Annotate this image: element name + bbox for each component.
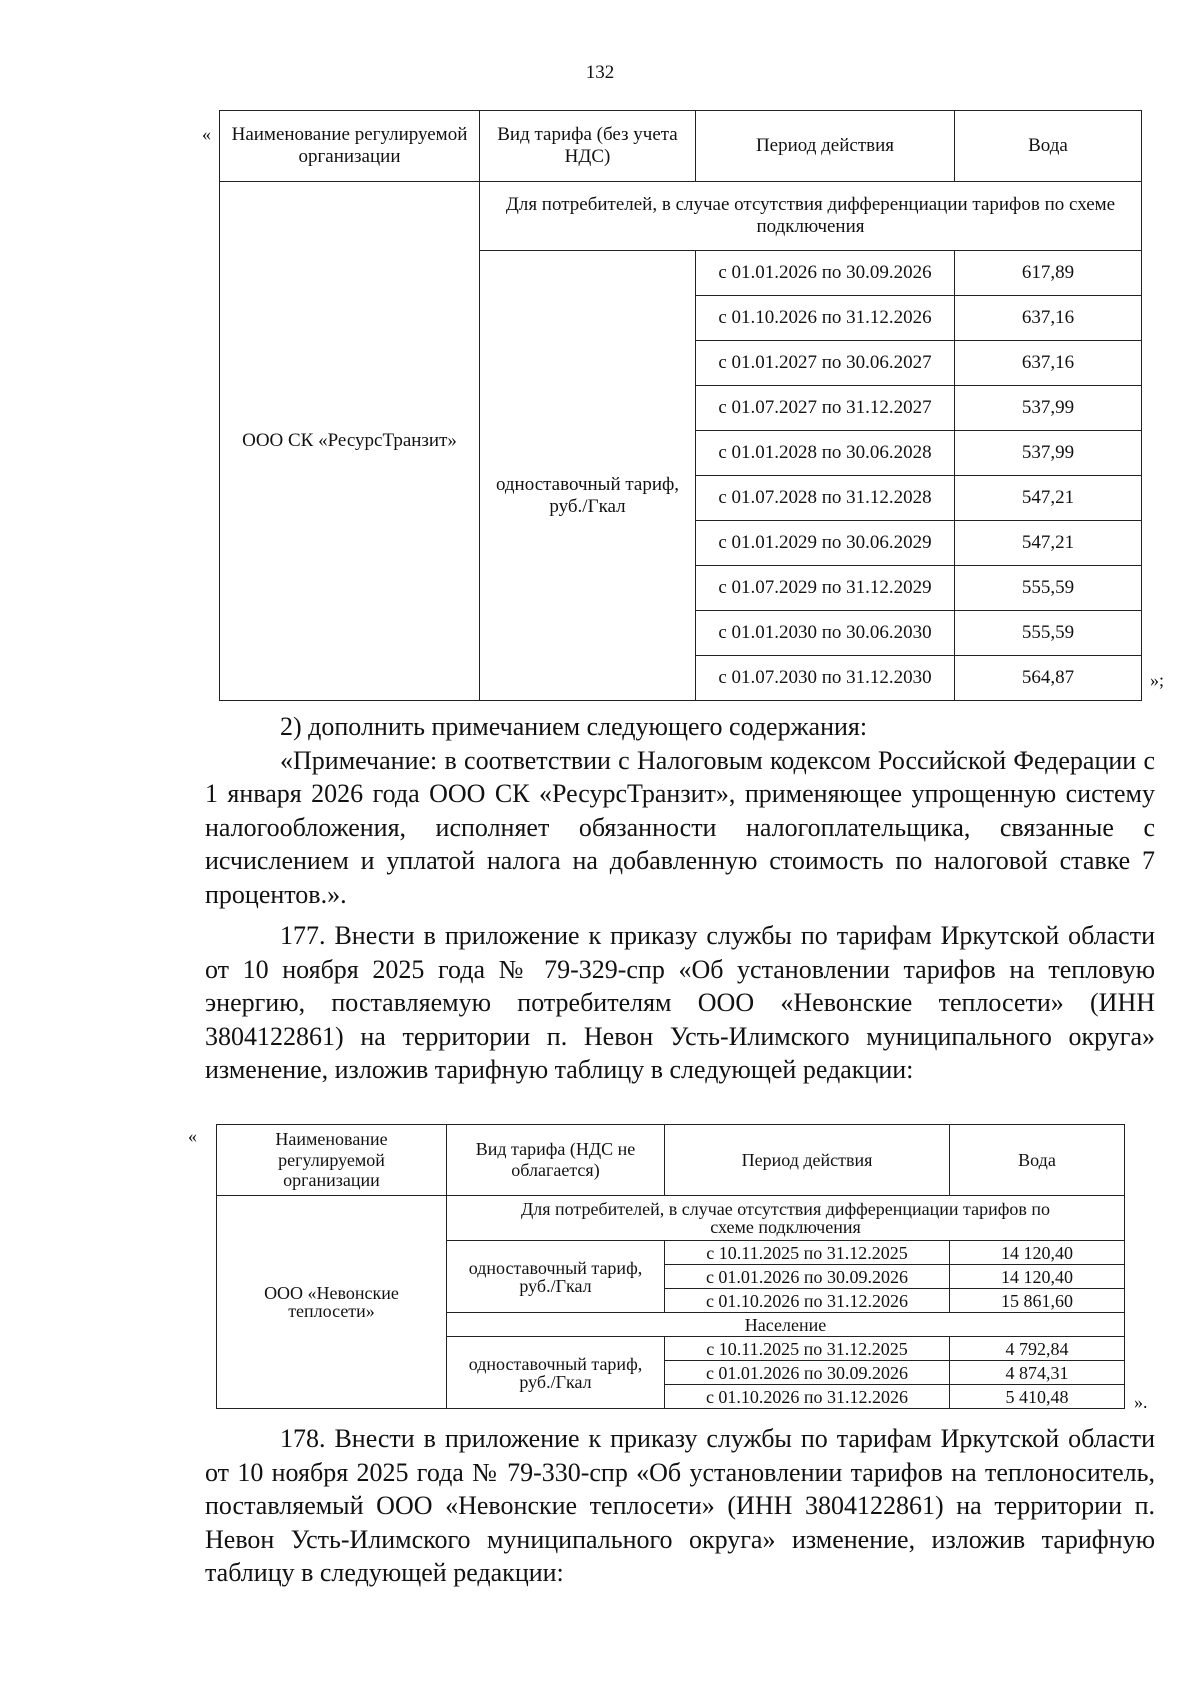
item-2-text: 2) дополнить примечанием следующего содержания: <box>280 712 868 741</box>
header-period: Период действия <box>696 111 955 182</box>
table-header-row <box>217 1125 1125 1196</box>
period-cell: с 01.01.2028 по 30.06.2028 <box>696 431 955 476</box>
value-cell: 637,16 <box>955 296 1142 341</box>
value-cell: 555,59 <box>955 611 1142 656</box>
header-period: Период действия <box>665 1125 950 1196</box>
quote-close-2: ». <box>1134 1392 1148 1412</box>
page-number: 132 <box>585 62 615 83</box>
header-tariff-type: Вид тарифа (НДС не облагается) <box>447 1125 665 1196</box>
period-cell: с 01.10.2026 по 31.12.2026 <box>696 296 955 341</box>
header-organization: Наименование регулируемой организации <box>220 111 480 182</box>
consumer-note: Для потребителей, в случае отсутствия дифференциации тарифов по схеме подключения <box>480 182 1142 251</box>
period-cell: с 01.01.2026 по 30.09.2026 <box>696 251 955 296</box>
tariff-table-2 <box>216 1124 1125 1409</box>
header-tariff-type: Вид тарифа (без учета НДС) <box>480 111 696 182</box>
note-text: «Примечание: в соответствии с Налоговым кодексом Российской Федерации с 1 января 2026 года ООО СК «РесурсТранзит», применяющее упрощенную систему налогообложения, исполняет обязанности налогоплательщика, связанные с исчислением и уплатой налога на добавленную стоимость по налоговой ставке 7 процентов.». <box>205 745 1155 909</box>
period-cell: с 01.01.2029 по 30.06.2029 <box>696 521 955 566</box>
header-organization: Наименование регулируемой организации <box>217 1125 447 1196</box>
value-cell: 5 410,48 <box>950 1385 1125 1409</box>
period-cell: с 01.01.2030 по 30.06.2030 <box>696 611 955 656</box>
paragraph-178: 178. Внести в приложение к приказу службы по тарифам Иркутской области от 10 ноября 2025 года № 79-330-спр «Об установлении тарифов на теплоноситель, поставляемый ООО «Невонские теплосети» (ИНН 3804122861) на территории п. Невон Усть-Илимского муниципального округа» изменение, изложив тарифную таблицу в следующей редакции: <box>205 1424 1155 1587</box>
table-row <box>217 1196 1125 1241</box>
table-header-row <box>220 111 1142 182</box>
value-cell: 547,21 <box>955 521 1142 566</box>
period-cell: с 01.07.2027 по 31.12.2027 <box>696 386 955 431</box>
population-label: Население <box>447 1313 1125 1337</box>
quote-open-1: « <box>202 124 211 144</box>
period-cell: с 01.01.2027 по 30.06.2027 <box>696 341 955 386</box>
value-cell: 537,99 <box>955 431 1142 476</box>
value-cell: 537,99 <box>955 386 1142 431</box>
period-cell: с 01.10.2026 по 31.12.2026 <box>665 1385 950 1409</box>
paragraph-177: 177. Внести в приложение к приказу службы по тарифам Иркутской области от 10 ноября 2025 года № 79-329-спр «Об установлении тарифов на тепловую энергию, поставляемую потребителям ООО «Невонские теплосети» (ИНН 3804122861) на территории п. Невон Усть-Илимского муниципального округа» изменение, изложив тарифную таблицу в следующей редакции: <box>205 921 1155 1084</box>
period-cell: с 01.01.2026 по 30.09.2026 <box>665 1265 950 1289</box>
period-cell: с 10.11.2025 по 31.12.2025 <box>665 1337 950 1361</box>
value-cell: 555,59 <box>955 566 1142 611</box>
value-cell: 637,16 <box>955 341 1142 386</box>
value-cell: 4 792,84 <box>950 1337 1125 1361</box>
period-cell: с 10.11.2025 по 31.12.2025 <box>665 1241 950 1265</box>
value-cell: 4 874,31 <box>950 1361 1125 1385</box>
quote-open-2: « <box>188 1126 197 1146</box>
period-cell: с 01.07.2029 по 31.12.2029 <box>696 566 955 611</box>
organization-cell: ООО СК «РесурсТранзит» <box>220 182 480 701</box>
period-cell: с 01.07.2030 по 31.12.2030 <box>696 656 955 701</box>
header-water: Вода <box>955 111 1142 182</box>
period-cell: с 01.07.2028 по 31.12.2028 <box>696 476 955 521</box>
value-cell: 15 861,60 <box>950 1289 1125 1313</box>
value-cell: 14 120,40 <box>950 1241 1125 1265</box>
quote-close-1: »; <box>1150 670 1165 690</box>
value-cell: 617,89 <box>955 251 1142 296</box>
header-water: Вода <box>950 1125 1125 1196</box>
tariff-table-1 <box>219 110 1142 701</box>
period-cell: с 01.10.2026 по 31.12.2026 <box>665 1289 950 1313</box>
body-text-1 <box>205 710 1155 1087</box>
tariff-type-cell: одноставочный тариф, руб./Гкал <box>480 251 696 701</box>
tariff-type-cell: одноставочный тариф, руб./Гкал <box>447 1241 665 1313</box>
table-row <box>220 182 1142 251</box>
tariff-type-cell: одноставочный тариф, руб./Гкал <box>447 1337 665 1409</box>
period-cell: с 01.01.2026 по 30.09.2026 <box>665 1361 950 1385</box>
value-cell: 14 120,40 <box>950 1265 1125 1289</box>
body-text-2 <box>205 1422 1155 1590</box>
value-cell: 564,87 <box>955 656 1142 701</box>
value-cell: 547,21 <box>955 476 1142 521</box>
organization-cell: ООО «Невонские теплосети» <box>217 1196 447 1409</box>
consumer-note: Для потребителей, в случае отсутствия дифференциации тарифов по схеме подключения <box>447 1196 1125 1241</box>
